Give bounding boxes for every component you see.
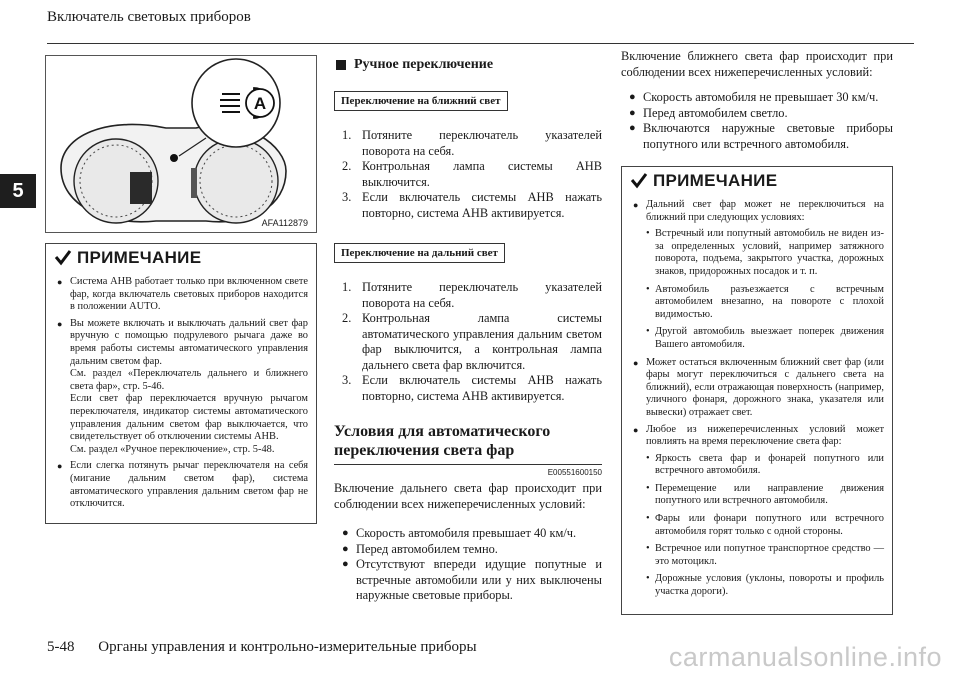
note-item: ● Вы можете включать и выключать дальний свет фар вручную с помощью подрулевого рычага даже во время работы системы автоматического управления дальним светом фар. См. раздел «Переключатель дальнего и ближнего света фар», стр. 5-46. Если свет фар переключается вручную рычагом переключателя, индикатор системы автоматического управления дальним светом фар выключается, что свидетельствует об отключении системы АНВ. См. раздел «Ручное переключение», стр. 5-48.: [54, 318, 308, 457]
high-beam-subheading: Переключение на дальний свет: [334, 243, 505, 263]
square-bullet-icon: [336, 60, 346, 70]
manual-switch-heading: [336, 57, 602, 73]
note-item: ● Любое из нижеперечисленных условий может повлиять на время переключение света фар:: [630, 424, 884, 449]
note-item: ● Если слегка потянуть рычаг переключателя на себя (мигание дальним светом фар), система автоматического управления дальним светом фар не отключится.: [54, 460, 308, 510]
low-beam-conditions: [629, 90, 893, 152]
high-beam-conditions: [342, 526, 602, 604]
page-footer: [47, 639, 477, 656]
list-item: 3. Если включатель системы АНВ нажать повторно, система АНВ активируется.: [342, 373, 602, 403]
list-item: 2. Контрольная лампа системы автоматического управления дальним светом фар выключится, а контрольная лампа дальнего света фар включится.: [342, 311, 602, 372]
page-header-title: Включатель световых приборов: [47, 9, 251, 25]
list-item: ● Включаются наружные световые приборы попутного или встречного автомобиля.: [629, 121, 893, 152]
high-beam-steps: [342, 280, 602, 404]
list-item: ● Перед автомобилем светло.: [629, 106, 893, 122]
low-beam-subheading: Переключение на ближний свет: [334, 91, 508, 111]
section-code: E00551600150: [547, 468, 602, 477]
note-item: ● Система АНВ работает только при включенном свете фар, когда включатель световых приборов находится в положении AUTO.: [54, 276, 308, 314]
note-item: ● Может остаться включенным ближний свет фар (или фары могут переключиться с дальнего света на ближний), если отражающая поверхность (например, уличного фонаря, дорожного знака, указателя или вывески) отражает свет.: [630, 357, 884, 420]
list-item: 2. Контрольная лампа системы АНВ выключится.: [342, 159, 602, 189]
note-sub-item: • Встречное или попутное транспортное средство — это мотоцикл.: [630, 543, 884, 568]
low-switch-intro: Включение ближнего света фар происходит при соблюдении всех нижеперечисленных условий:: [621, 49, 893, 79]
note-header: [630, 169, 884, 193]
list-item: 3. Если включатель системы АНВ нажать повторно, система АНВ активируется.: [342, 190, 602, 220]
manual-switch-heading-text: Ручное переключение: [354, 57, 494, 72]
note-sub-item: • Другой автомобиль выезжает поперек движения Вашего автомобиля.: [630, 326, 884, 351]
low-beam-steps: [342, 128, 602, 221]
footer-section-title: Органы управления и контрольно-измерительные приборы: [98, 639, 477, 655]
svg-text:A: A: [253, 94, 267, 113]
note-box-right: [621, 166, 893, 615]
middle-column: [334, 55, 602, 604]
note-title: ПРИМЕЧАНИЕ: [77, 248, 202, 267]
auto-switch-heading: Условия для автоматического переключения света фар: [334, 423, 551, 459]
note-box-left: [45, 243, 317, 524]
note-sub-item: • Фары или фонари попутного или встречного автомобиля горят только с одной стороны.: [630, 513, 884, 538]
list-item: ● Перед автомобилем темно.: [342, 542, 602, 558]
note-sub-item: • Яркость света фар и фонарей попутного или встречного автомобиля.: [630, 453, 884, 478]
note-check-icon: [54, 249, 72, 267]
note-check-icon: [630, 172, 648, 190]
list-item: 1. Потяните переключатель указателей поворота на себя.: [342, 128, 602, 158]
note-sub-item: • Перемещение или направление движения попутного или встречного автомобиля.: [630, 483, 884, 508]
note-item: ● Дальний свет фар может не переключиться на ближний при следующих условиях:: [630, 199, 884, 224]
chapter-tab: 5: [0, 174, 36, 208]
watermark: carmanualsonline.info: [668, 642, 942, 672]
note-title: ПРИМЕЧАНИЕ: [653, 171, 778, 190]
auto-high-intro: Включение дальнего света фар происходит при соблюдении всех нижеперечисленных условий:: [334, 481, 602, 511]
left-column: [45, 55, 317, 524]
note-sub-item: • Встречный или попутный автомобиль не виден из-за определенных условий, например затяжного поворота, подъема, закрытого участка, дорожных знаков, придорожных посадок и т. п.: [630, 228, 884, 278]
list-item: 1. Потяните переключатель указателей поворота на себя.: [342, 280, 602, 310]
list-item: ● Скорость автомобиля не превышает 30 км/ч.: [629, 90, 893, 106]
figure-code: AFA112879: [261, 218, 308, 228]
list-item: ● Отсутствуют впереди идущие попутные и встречные автомобили или у них выключены наружные световые приборы.: [342, 557, 602, 604]
heading-rule: [334, 464, 602, 465]
note-header: [54, 246, 308, 270]
instrument-cluster-illustration: [46, 56, 317, 233]
note-sub-item: • Автомобиль разъезжается с встречным автомобилем внезапно, на повороте с плохой видимостью.: [630, 284, 884, 322]
instrument-cluster-figure: [45, 55, 317, 233]
header-rule: [47, 43, 914, 44]
note-sub-item: • Дорожные условия (уклоны, повороты и профиль участка дороги).: [630, 573, 884, 598]
list-item: ● Скорость автомобиля превышает 40 км/ч.: [342, 526, 602, 542]
right-column: [621, 49, 893, 615]
page-number: 5-48: [47, 639, 75, 655]
